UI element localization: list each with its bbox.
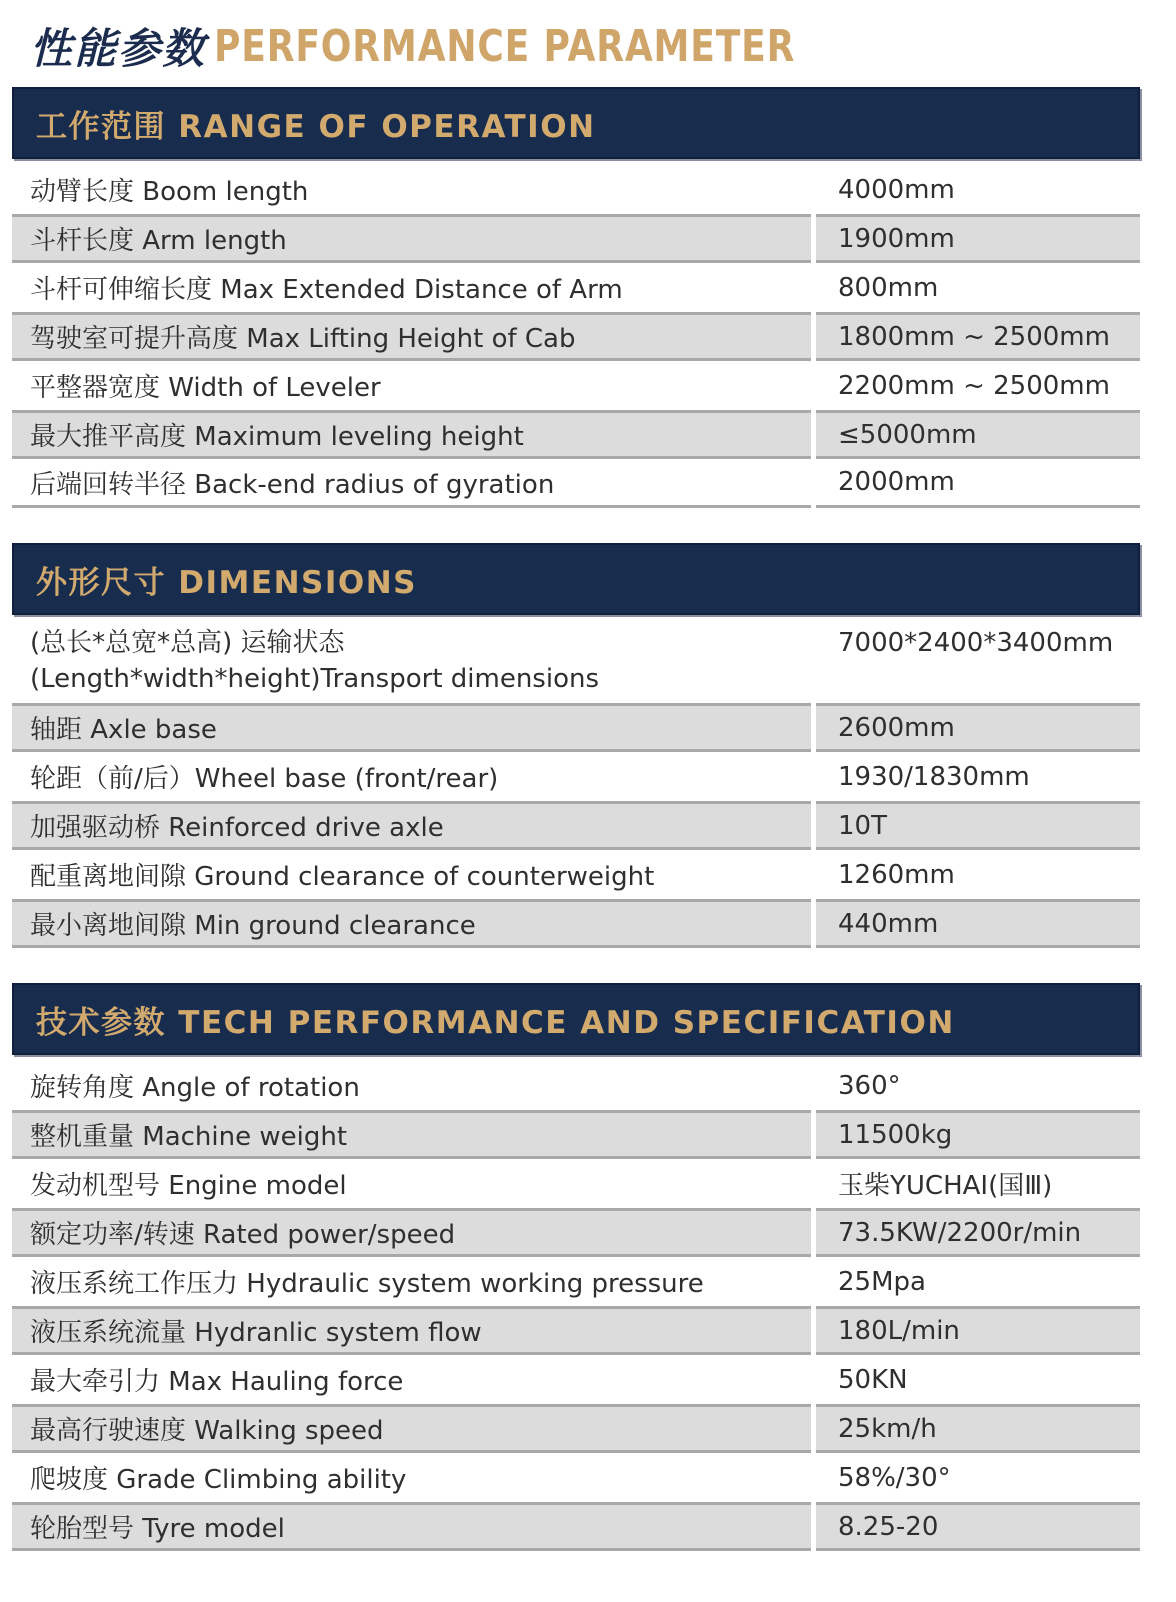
spec-value: 58%/30° [816,1453,1140,1502]
spec-label: 配重离地间隙 Ground clearance of counterweight [12,850,811,899]
section-tech-performance [12,983,1140,1551]
spec-label: 液压系统工作压力 Hydraulic system working pressure [12,1257,811,1306]
spec-value: 7000*2400*3400mm [816,621,1140,703]
spec-label: 整机重量 Machine weight [12,1110,811,1159]
spec-value: ≤5000mm [816,410,1140,459]
page-title-cn: 性能参数 [30,24,207,73]
table-row [12,1208,1140,1257]
spec-value: 2600mm [816,703,1140,752]
spec-label: 最高行驶速度 Walking speed [12,1404,811,1453]
spec-value: 2000mm [816,459,1140,508]
table-row [12,1404,1140,1453]
section-header-label: 技术参数 TECH PERFORMANCE AND SPECIFICATION [36,1004,955,1041]
spec-value: 180L/min [816,1306,1140,1355]
spec-label: 旋转角度 Angle of rotation [12,1061,811,1110]
table-row [12,410,1140,459]
table-row [12,621,1140,703]
spec-value: 50KN [816,1355,1140,1404]
spec-label: 液压系统流量 Hydranlic system flow [12,1306,811,1355]
spec-label: 轴距 Axle base [12,703,811,752]
table-row [12,312,1140,361]
section-header [12,983,1140,1055]
table-row [12,459,1140,508]
spec-label: 后端回转半径 Back-end radius of gyration [12,459,811,508]
table-row [12,703,1140,752]
spec-label: 轮胎型号 Tyre model [12,1502,811,1551]
spec-label: 发动机型号 Engine model [12,1159,811,1208]
spec-label: 最大推平高度 Maximum leveling height [12,410,811,459]
table-row [12,801,1140,850]
table-row [12,1355,1140,1404]
section-range-of-operation [12,87,1140,508]
table-row [12,899,1140,948]
table-row [12,214,1140,263]
table-row [12,1257,1140,1306]
spec-label: 平整器宽度 Width of Leveler [12,361,811,410]
spec-label: 斗杆可伸缩长度 Max Extended Distance of Arm [12,263,811,312]
spec-label: 加强驱动桥 Reinforced drive axle [12,801,811,850]
table-row [12,1110,1140,1159]
spec-label-line2: (Length*width*height)Transport dimensions [30,664,600,694]
section-header-label: 工作范围 RANGE OF OPERATION [36,108,596,145]
spec-value: 440mm [816,899,1140,948]
spec-label: 动臂长度 Boom length [12,165,811,214]
spec-label [12,621,811,703]
table-row [12,1061,1140,1110]
spec-table [12,1061,1140,1551]
section-dimensions [12,543,1140,948]
spec-value: 1930/1830mm [816,752,1140,801]
spec-value: 360° [816,1061,1140,1110]
table-row [12,1159,1140,1208]
spec-value: 25Mpa [816,1257,1140,1306]
spec-label: 最小离地间隙 Min ground clearance [12,899,811,948]
table-row [12,752,1140,801]
section-header-label: 外形尺寸 DIMENSIONS [36,564,418,601]
spec-value: 1900mm [816,214,1140,263]
spec-value: 800mm [816,263,1140,312]
section-header [12,87,1140,159]
table-row [12,165,1140,214]
table-row [12,1306,1140,1355]
spec-value: 4000mm [816,165,1140,214]
spec-label: 爬坡度 Grade Climbing ability [12,1453,811,1502]
spec-label: 斗杆长度 Arm length [12,214,811,263]
spec-label: 最大牵引力 Max Hauling force [12,1355,811,1404]
spec-value: 25km/h [816,1404,1140,1453]
spec-table [12,165,1140,508]
spec-table [12,621,1140,948]
spec-value: 73.5KW/2200r/min [816,1208,1140,1257]
spec-value: 2200mm ~ 2500mm [816,361,1140,410]
spec-value: 10T [816,801,1140,850]
section-header [12,543,1140,615]
spec-label: 轮距（前/后）Wheel base (front/rear) [12,752,811,801]
table-row [12,263,1140,312]
table-row [12,1453,1140,1502]
spec-value: 11500kg [816,1110,1140,1159]
spec-label: 额定功率/转速 Rated power/speed [12,1208,811,1257]
page-title [30,14,923,78]
table-row [12,850,1140,899]
spec-value: 玉柴YUCHAI(国Ⅲ) [816,1159,1140,1208]
table-row [12,361,1140,410]
spec-value: 1260mm [816,850,1140,899]
spec-value: 1800mm ~ 2500mm [816,312,1140,361]
spec-label: 驾驶室可提升高度 Max Lifting Height of Cab [12,312,811,361]
spec-label-line1: (总长*总宽*总高) 运输状态 [30,628,345,658]
spec-value: 8.25-20 [816,1502,1140,1551]
page-title-en: PERFORMANCE PARAMETER [214,20,796,72]
table-row [12,1502,1140,1551]
